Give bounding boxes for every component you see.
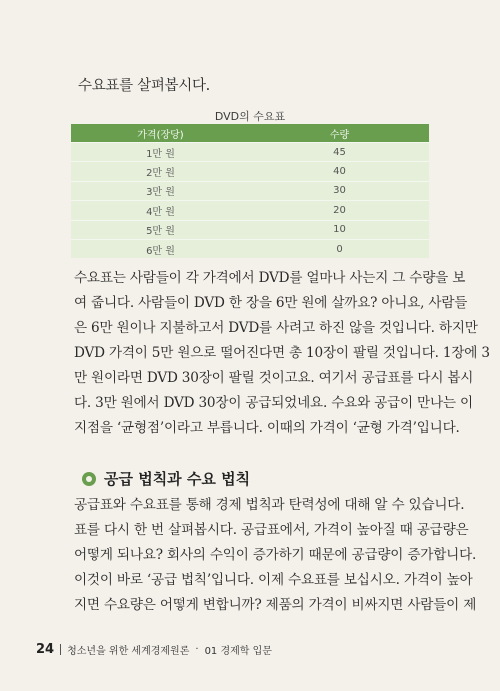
footer-divider <box>60 644 61 655</box>
price-cell: 4만 원 <box>146 206 175 218</box>
table-row <box>71 161 429 180</box>
text-line: 어떻게 되나요? 회사의 수익이 증가하기 때문에 공급량이 증가합니다. <box>74 547 477 563</box>
quantity-cell: 0 <box>336 243 343 255</box>
price-cell: 5만 원 <box>146 226 175 238</box>
footer-dot: · <box>195 644 199 655</box>
table-row <box>71 220 429 239</box>
circle-bullet-icon <box>82 472 96 486</box>
text-line: 지점을 ‘균형점’이라고 부릅니다. 이때의 가격이 ‘균형 가격’입니다. <box>74 420 460 436</box>
demand-table <box>71 124 429 258</box>
text-line: 수요표는 사람들이 각 가격에서 DVD를 얼마나 사는지 그 수량을 보 <box>74 270 466 286</box>
quantity-cell: 40 <box>333 166 346 178</box>
section-heading <box>82 468 250 489</box>
body-paragraph-1 <box>74 266 490 441</box>
text-line: 여 줍니다. 사람들이 DVD 한 장을 6만 원에 살까요? 아니요, 사람들 <box>74 295 468 311</box>
chapter-label: 01 경제학 입문 <box>204 646 272 657</box>
text-line: 표를 다시 한 번 살펴봅시다. 공급표에서, 가격이 높아질 때 공급량은 <box>74 522 469 538</box>
body-paragraph-2 <box>74 493 477 618</box>
quantity-cell: 20 <box>333 204 346 216</box>
table-header <box>71 124 429 142</box>
price-cell: 2만 원 <box>146 168 175 180</box>
table-row <box>71 181 429 200</box>
section-title: 공급 법칙과 수요 법칙 <box>104 470 251 488</box>
price-cell: 6만 원 <box>146 245 175 257</box>
intro-text: 수요표를 살펴봅시다. <box>78 78 210 94</box>
header-quantity: 수량 <box>329 129 350 141</box>
page-number: 24 <box>36 642 55 657</box>
price-cell: 3만 원 <box>146 187 175 199</box>
text-line: 공급표와 수요표를 통해 경제 법칙과 탄력성에 대해 알 수 있습니다. <box>74 497 465 513</box>
text-line: 만 원이라면 DVD 30장이 팔릴 것이고요. 여기서 공급표를 다시 봅시 <box>74 370 474 386</box>
text-line: 다. 3만 원에서 DVD 30장이 공급되었네요. 수요와 공급이 만나는 이 <box>74 395 473 411</box>
table-title: DVD의 수요표 <box>214 110 286 123</box>
header-price: 가격(장당) <box>137 129 184 141</box>
text-line: DVD 가격이 5만 원으로 떨어진다면 총 10장이 팔릴 것입니다. 1장에 3 <box>74 345 490 361</box>
page-footer <box>36 642 272 657</box>
quantity-cell: 10 <box>333 224 346 236</box>
quantity-cell: 45 <box>333 146 346 158</box>
book-title: 청소년을 위한 세계경제원론 <box>67 646 190 657</box>
text-line: 지면 수요량은 어떻게 변합니까? 제품의 가격이 비싸지면 사람들이 제 <box>74 597 477 613</box>
price-cell: 1만 원 <box>146 148 175 160</box>
quantity-cell: 30 <box>333 185 346 197</box>
table-row <box>71 239 429 258</box>
text-line: 이것이 바로 ‘공급 법칙’입니다. 이제 수요표를 보십시오. 가격이 높아 <box>74 572 473 588</box>
table-row <box>71 142 429 161</box>
text-line: 은 6만 원이나 지불하고서 DVD를 사려고 하진 않을 것입니다. 하지만 <box>74 320 478 336</box>
table-row <box>71 200 429 219</box>
